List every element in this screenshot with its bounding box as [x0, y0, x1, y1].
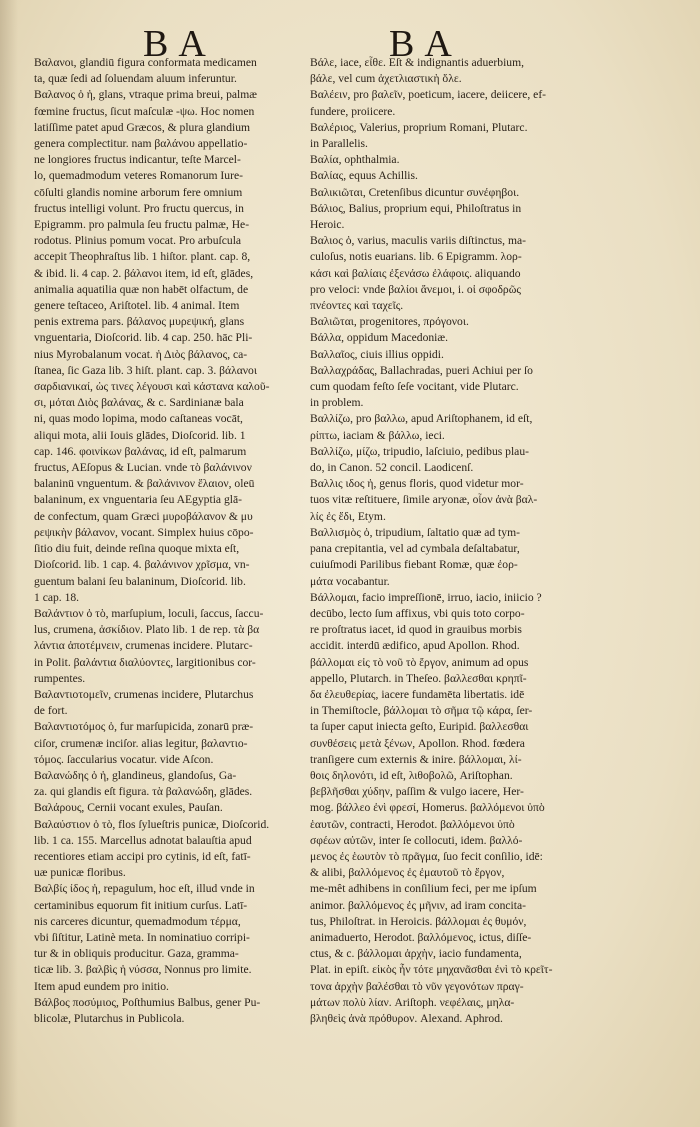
right-column [310, 55, 586, 1027]
text-line: Heroic. [310, 218, 345, 232]
text-line: rumpentes. [34, 671, 86, 685]
text-line: certaminibus equorum fit initium curſus. Latī- [34, 898, 248, 912]
text-line: fundere, proiicere. [310, 104, 396, 118]
text-line: animor. βαλλόμενος ἐς μῆνιν, ad iram concita- [310, 898, 526, 912]
text-line: Βαλανώδης ὁ ἡ, glandineus, glandoſus, Ga- [34, 768, 237, 782]
text-line: balaninum, ex vnguentaria ſeu AEgyptia glā- [34, 493, 242, 507]
text-line: aliqui mota, alii Iouis glādes, Dioſcorid. lib. 1 [34, 428, 246, 442]
text-line: tus, Philoſtrat. in Heroicis. βάλλομαι ἐς θυμόν, [310, 914, 527, 928]
text-line: τόμος. ſaccularius vocatur. vide Aſcon. [34, 752, 214, 766]
text-line: me-mêt adhibens in conſilium feci, per me ipſum [310, 882, 537, 896]
text-line: ciſor, crumenæ inciſor. alias legitur, βαλαντιο- [34, 736, 248, 750]
text-line: Βαλαύστιον ὁ τὸ, flos ſylueſtris punicæ, Dioſcorid. [34, 817, 270, 831]
text-line: fructus intelligi volunt. Pro fructu quercus, in [34, 201, 244, 215]
text-line: Βάλλομαι, facio impreſſionē, irruo, iacio, iniicio ? [310, 590, 542, 604]
text-line: σαρδιανικαί, ὡς τινες λέγουσι καὶ κάστανα καλοῦ- [34, 380, 270, 394]
text-line: cum quodam feſto ſeſe vocitant, vide Plutarc. [310, 380, 519, 394]
text-line: in Themiſtocle, βάλλομαι τὸ σῆμα τῷ κάρα, ſer- [310, 704, 533, 718]
text-line: do, in Canon. 52 concil. Laodicenſ. [310, 461, 474, 475]
text-line: guentum balani ſeu balaninum, Dioſcorid. lib. [34, 574, 246, 588]
text-line: Βαλιῶται, progenitores, πρόγονοι. [310, 315, 469, 329]
text-line: blicolæ, Plutarchus in Publicola. [34, 1011, 185, 1025]
text-line: ρεψικὴν βάλανον, vocant. Simplex huius cōpo- [34, 525, 254, 539]
page-gutter-shadow [0, 0, 18, 1127]
text-line: Βαλάντιον ὁ τὸ, marſupium, loculi, ſaccus, ſaccu- [34, 606, 264, 620]
text-line: μάτα vocabantur. [310, 574, 390, 588]
text-line: Βάλε, iace, εἶθε. Eſt & indignantis aduerbium, [310, 56, 524, 69]
text-line: uæ punicæ floribus. [34, 866, 126, 880]
left-column [34, 55, 304, 1027]
text-line: ta, quæ ſedi ad ſoluendam aluum inferuntur. [34, 72, 237, 86]
text-line: ſtanea, ſic Gaza lib. 3 hiſt. plant. cap. 3. βάλανοι [34, 363, 257, 377]
text-line: accepit Theophraſtus lib. 1 hiſtor. plant. cap. 8, [34, 250, 251, 264]
text-line: Βαλέειν, pro βαλεῖν, poeticum, iacere, deiicere, ef- [310, 88, 547, 102]
text-line: lo, quemadmodum veteres Romanorum Iure- [34, 169, 243, 183]
text-line: Epigramm. pro palmula ſeu fructu palmæ, He- [34, 218, 250, 232]
text-line: cuiuſmodi Parilibus fiebant Romæ, quæ ἐορ- [310, 558, 518, 572]
text-line: animaduerto, Herodot. βαλλόμενος, ictus, diſſe- [310, 930, 532, 944]
text-line: Βαλλις ιδος ἡ, genus floris, quod videtur mor- [310, 477, 524, 491]
text-line: βεβλῆσθαι χύδην, paſſim & vulgo iacere, Her- [310, 785, 524, 799]
text-line: πνέοντες καὶ ταχεῖς. [310, 299, 404, 313]
text-line: ta ſuper caput iniecta geſto, Euripid. βαλλεσθαι [310, 720, 529, 734]
running-head-left: BA [143, 23, 216, 65]
text-line: in Parallelis. [310, 137, 368, 151]
text-line: rodotus. Plinius pomum vocat. Pro arbuſcula [34, 234, 242, 248]
text-line: fœmine fructus, ſicut maſculæ -ψω. Hoc nomen [34, 104, 255, 118]
text-line: Βαλάρους, Cernii vocant exules, Pauſan. [34, 801, 223, 815]
text-line: Βαλιος ὁ, varius, maculis variis diſtinctus, ma- [310, 234, 527, 248]
text-line: re proſtratus iacet, id quod in grauibus morbis [310, 623, 522, 637]
text-line: Βαλία, ophthalmia. [310, 153, 400, 167]
text-line: mog. βάλλεο ἐνὶ φρεσί, Homerus. βαλλόμενοι ὑπὸ [310, 801, 545, 815]
text-line: Plat. in epiſt. εἰκὸς ἦν τότε μηχανᾶσθαι ἐνὶ τὸ κρεῖτ- [310, 963, 553, 977]
text-line: penis extrema pars. βάλανος μυρεψική, glans [34, 315, 245, 329]
text-line: κάσι καὶ βαλίαις ἐξενάσω ἐλάφοις. aliquando [310, 266, 521, 280]
text-line: Βαλαντιοτομεῖν, crumenas incidere, Plutarchus [34, 687, 254, 701]
text-line: Βαλλισμὸς ὁ, tripudium, ſaltatio quæ ad tym- [310, 525, 520, 539]
text-line: Βαλβίς ίδος ἡ, repagulum, hoc eſt, illud vnde in [34, 882, 255, 896]
text-line: genere teſtaceo, Ariſtotel. lib. 4 animal. Item [34, 299, 240, 313]
text-line: θοις δηλονότι, id eſt, λιθοβολῶ, Ariſtophan. [310, 768, 513, 782]
text-line: μάτων πολὺ λίαν. Ariſtoph. νεφέλαις, μηλα- [310, 995, 515, 1009]
text-line: ἑαυτῶν, contracti, Herodot. βαλλόμενοι ὑπὸ [310, 817, 515, 831]
text-line: Βαλαντιοτόμος ὁ, fur marſupicida, zonarū præ- [34, 720, 254, 734]
text-line: Βαλλαῖος, ciuis illius oppidi. [310, 347, 444, 361]
text-line: & alibi, βαλλόμενος ἐς ἐμαυτοῦ τὸ ἔργον, [310, 866, 505, 880]
text-line: lib. 1 ca. 155. Marcellus adnotat balauſtia apud [34, 833, 252, 847]
text-line: Βάλιος, Balius, proprium equi, Philoſtratus in [310, 201, 522, 215]
text-line: βληθεὶς ἀνὰ πρόθυρον. Alexand. Aphrod. [310, 1011, 503, 1025]
text-line: balaninū vnguentum. & βαλάνινον ἔλαιον, oleū [34, 477, 255, 491]
text-line: vnguentaria, Dioſcorid. lib. 4 cap. 250. hāc Pli- [34, 331, 253, 345]
text-line: cōſulti glandis nomine arborum fere omnium [34, 185, 243, 199]
text-line: τονα ἀρχὴν βαλέσθαι τὸ νῦν γεγονότων πραγ- [310, 979, 524, 993]
running-head-right: BA [389, 23, 462, 65]
text-line: βάλλομαι εἰς τὸ νοῦ τὸ ἔργον, animum ad opus [310, 655, 529, 669]
text-line: ticæ lib. 3. βαλβὶς ἡ νύσσα, Nonnus pro limite. [34, 963, 252, 977]
text-line: tur & in obliquis producitur. Gaza, gramma- [34, 947, 239, 961]
text-line: pro veloci: vnde βαλίοι ἄνεμοι, i. οἱ σφοδρῶς [310, 282, 521, 296]
text-line: lus, crumena, ἀσκίδιον. Plato lib. 1 de rep. τὰ βα [34, 623, 260, 637]
text-line: nius Myrobalanum vocat. ἡ Διὸς βάλανος, ca- [34, 347, 248, 361]
text-line: Βαλέριος, Valerius, proprium Romani, Plutarc. [310, 120, 528, 134]
text-line: λίς ἐς ἔδι, Etym. [310, 509, 386, 523]
text-line: συνθέσεις μετὰ ξένων, Apollon. Rhod. fœdera [310, 736, 525, 750]
text-line: ne longiores fructus indicantur, teſte Marcel- [34, 153, 241, 167]
text-line: & ibid. li. 4 cap. 2. βάλανοι item, id eſt, glādes, [34, 266, 254, 280]
text-line: nis carceres dicuntur, quemadmodum τέρμα, [34, 914, 241, 928]
text-line: vbi ſiſtitur, Latinè meta. In nominatiuo corripi- [34, 930, 250, 944]
text-line: pana crepitantia, vel ad cymbala deſaltabatur, [310, 542, 520, 556]
text-line: appello, Plutarch. in Theſeo. βαλλεσθαι κρηπῖ- [310, 671, 527, 685]
text-line: ρίπτω, iaciam & βάλλω, ieci. [310, 428, 445, 442]
text-line: Dioſcorid. lib. 1 cap. 4. βαλάνινον χρῖσμα, vn- [34, 558, 250, 572]
text-line: Βαλλαχράδας, Ballachradas, pueri Achiui per ſo [310, 363, 533, 377]
text-line: Βαλλίζω, pro βαλλω, apud Ariſtophanem, id eſt, [310, 412, 533, 426]
text-line: δα ἐλευθερίας, iacere fundamēta libertatis. idē [310, 687, 525, 701]
text-line: σι, μόται Διὸς βαλάνας, & c. Sardinianæ bala [34, 396, 244, 410]
text-line: tranſigere cum externis & inire. βάλλομαι, λί- [310, 752, 522, 766]
text-line: 1 cap. 18. [34, 590, 80, 604]
text-line: λάντια ἀποτέμνειν, crumenas incidere. Plutarc- [34, 639, 253, 653]
text-line: Βάλβος ποσύμιος, Poſthumius Balbus, gener Pu- [34, 995, 261, 1009]
text-line: decūbo, lecto ſum affixus, vbi quis toto corpo- [310, 606, 525, 620]
text-line: ni, quas modo lopima, modo caſtaneas vocāt, [34, 412, 243, 426]
text-line: Βάλλα, oppidum Macedoniæ. [310, 331, 449, 345]
text-line: Βαλικιῶται, Cretenſibus dicuntur συνέφηβοι. [310, 185, 520, 199]
text-line: de confectum, quam Græci μυροβάλανον & μυ [34, 509, 253, 523]
text-line: Βαλλίζω, μίζω, tripudio, laſciuio, pedibus plau- [310, 444, 529, 458]
text-line: Βαλανος ὁ ἡ, glans, vtraque prima breui, palmæ [34, 88, 257, 102]
text-line: ctus, & c. βάλλομαι ἀρχὴν, iacio fundamenta, [310, 947, 522, 961]
text-line: de fort. [34, 704, 68, 718]
text-line: ſitio diu fuit, deinde reſina quoque mixta eſt, [34, 542, 240, 556]
text-line: Βαλίας, equus Achillis. [310, 169, 418, 183]
text-line: accidit. interdū ædifico, apud Apollon. Rhod. [310, 639, 520, 653]
text-line: genera complectitur. nam βαλάνου appellatio- [34, 137, 248, 151]
text-line: culoſus, notis euarians. lib. 6 Epigramm. λορ- [310, 250, 522, 264]
text-line: βάλε, vel cum ἀχετλιαστικὴ ὅλε. [310, 72, 462, 86]
text-line: in problem. [310, 396, 364, 410]
text-line: in Polit. βαλάντια διαλύοντες, largitionibus cor- [34, 655, 256, 669]
text-line: σφέων αὐτῶν, inter ſe collocuti, idem. βαλλό- [310, 833, 523, 847]
text-line: fructus, AEſopus & Lucian. vnde τὸ βαλάνινον [34, 461, 252, 475]
text-line: cap. 146. φοινίκων βαλάνας, id eſt, palmarum [34, 444, 247, 458]
text-line: tuos vitæ reſtituere, ſimile aryonæ, οἷον ἀνὰ βαλ- [310, 493, 538, 507]
text-line: animalia aquatilia quæ non habēt olfactum, de [34, 282, 249, 296]
text-line: μενος ἐς ἑωυτὸν τὸ πρᾶγμα, ſuo fecit conſilio, idē: [310, 849, 543, 863]
text-line: latiſſime patet apud Græcos, & plura glandium [34, 120, 251, 134]
text-line: za. qui glandis eſt figura. τὰ βαλανώδη, glādes. [34, 785, 253, 799]
text-line: Item apud eundem pro initio. [34, 979, 169, 993]
text-line: recentiores etiam accipi pro cytinis, id eſt, fatī- [34, 849, 251, 863]
text-line: Βαλανοι, glandiū figura conformata medicamen [34, 56, 257, 69]
